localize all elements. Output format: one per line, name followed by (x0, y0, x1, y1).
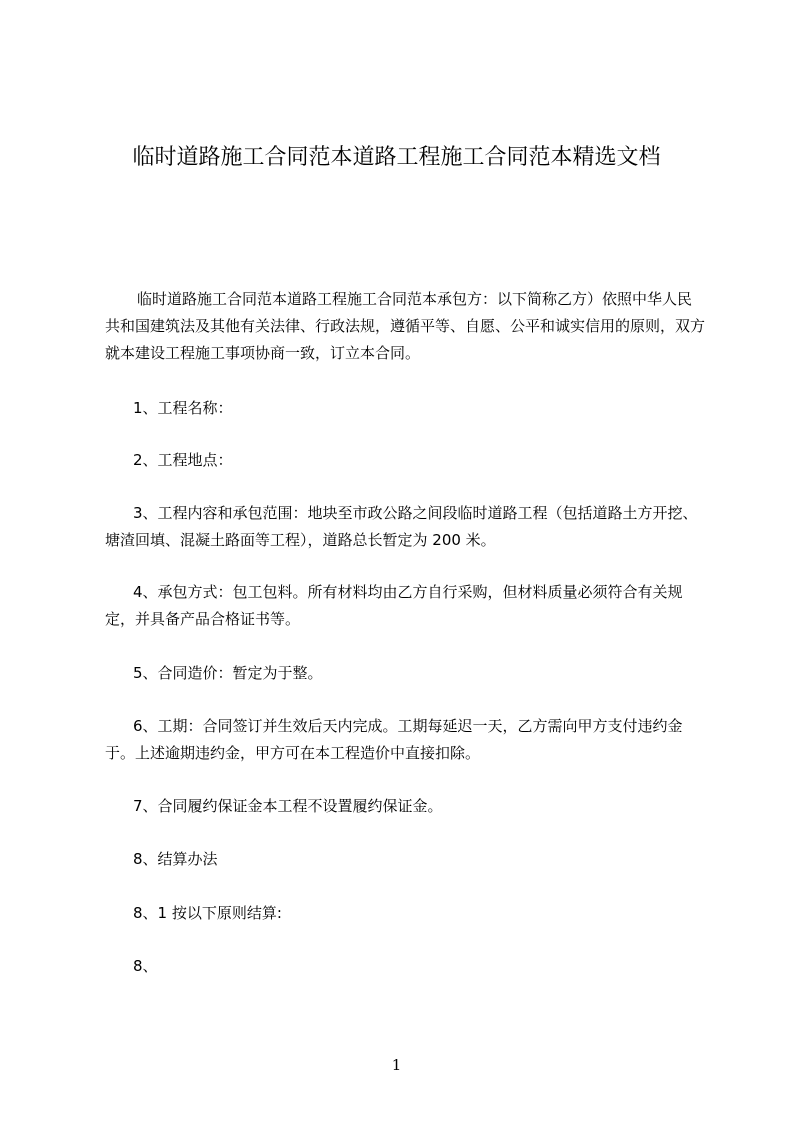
clause-settlement: 8、结算办法 (133, 850, 218, 868)
clause-scope: 3、工程内容和承包范围：地块至市政公路之间段临时道路工程（包括道路土方开挖、塘渣回填、混凝土路面等工程），道路总长暂定为 200 米。 (105, 504, 698, 549)
intro-paragraph: 临时道路施工合同范本道路工程施工合同范本承包方：以下简称乙方）依照中华人民共和国建筑法及其他有关法律、行政法规，遵循平等、自愿、公平和诚实信用的原则，双方就本建设工程施工事项协商一致，订立本合同。 (105, 290, 706, 362)
document-title: 临时道路施工合同范本道路工程施工合同范本精选文档 (132, 145, 661, 170)
page-number: 1 (391, 1056, 402, 1074)
clause-performance-bond: 7、合同履约保证金本工程不设置履约保证金。 (133, 797, 443, 815)
clause-project-name: 1、工程名称： (133, 399, 233, 417)
clause-settlement-principle: 8、1 按以下原则结算: (133, 904, 282, 922)
clause-settlement-next: 8、 (133, 957, 158, 975)
clause-duration: 6、工期：合同签订并生效后天内完成。工期每延迟一天，乙方需向甲方支付违约金于。上述逾期违约金，甲方可在本工程造价中直接扣除。 (105, 717, 683, 762)
clause-contract-price: 5、合同造价：暂定为于整。 (133, 664, 323, 682)
clause-contract-method: 4、承包方式：包工包料。所有材料均由乙方自行采购，但材料质量必须符合有关规定，并具备产品合格证书等。 (105, 583, 683, 628)
clause-project-location: 2、工程地点： (133, 451, 233, 469)
